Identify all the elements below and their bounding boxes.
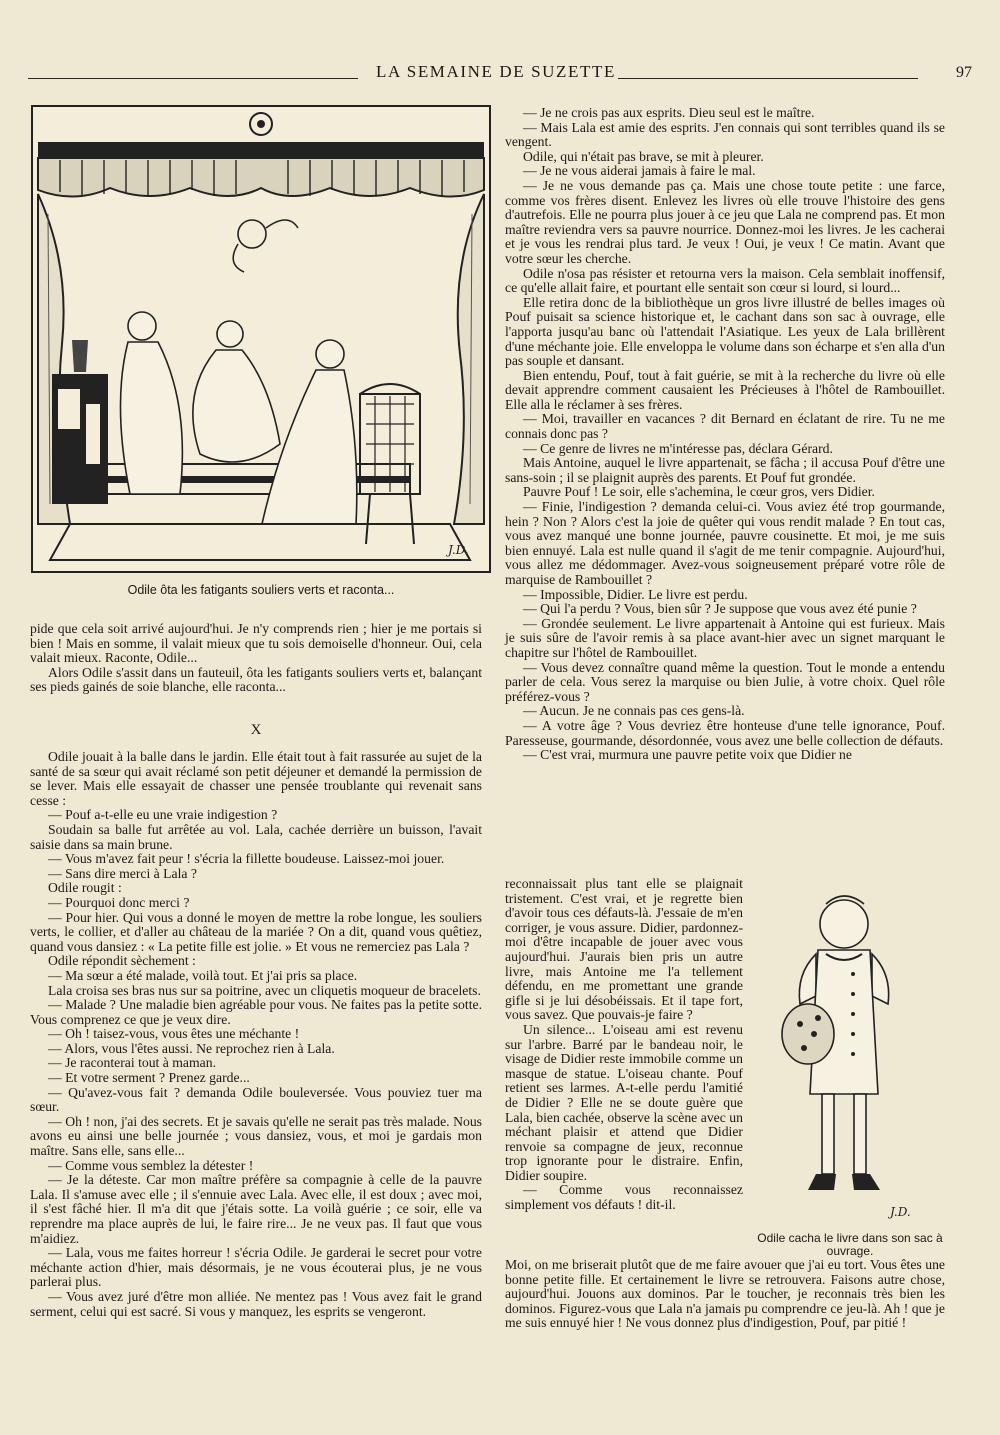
paragraph: Un silence... L'oiseau ami est revenu sur l'arbre. Barré par le bandeau noir, le visage de Didier reste immobile comme un masque de statue. L'oiseau chante. Pouf retient ses larmes. A-t-elle perdu l'amitié de Didier ? Elle ne se doute guère que Lala, bien cachée, observe la scène avec un méchant plaisir et attend que Didier renvoie sa compagne de jeux, reconnue trop ignorante pour le distraire. Enfin, Didier soupire. <box>505 1021 743 1183</box>
right-column-top <box>505 106 945 763</box>
paragraph: — Vous m'avez fait peur ! s'écria la fillette boudeuse. Laissez-moi jouer. <box>48 851 445 867</box>
paragraph: — Pourquoi donc merci ? <box>48 894 190 910</box>
paragraph: Elle retira donc de la bibliothèque un gros livre illustré de belles images où Pouf puisait sa science historique et, le cachant dans son sac à ouvrage, elle l'apporta jusqu'au banc où l'attendait l'Asiatique. Les yeux de Lala brillèrent d'une méchante joie. Elle enveloppa le volume dans son écharpe et s'en alla d'un pas souple et dansant. <box>505 294 945 369</box>
svg-text:J.D.: J.D. <box>890 1205 911 1219</box>
paragraph: — A votre âge ? Vous devriez être honteuse d'une telle ignorance, Pouf. Paresseuse, gourmande, désordonnée, vous avez une belle collection de défauts. <box>505 717 945 748</box>
paragraph: Moi, on me briserait plutôt que de me faire avouer que j'ai eu tort. Vous êtes une bonne petite fille. Et certainement le livre se retrouvera. Faisons autre chose, aujourd'hui. Jouons aux dominos. Par le toucher, je reconnais très bien les dominos. Figurez-vous que Lala n'a jamais pu comprendre ce jeu-là. Ah ! que je me suis ennuyé hier ! Ne vous donnez plus d'indigestion, Pouf, par pitié ! <box>505 1257 945 1331</box>
paragraph: Odile rougit : <box>48 880 122 896</box>
bedroom-scene-illustration <box>30 104 492 574</box>
left-column-main <box>30 750 482 1319</box>
paragraph: — Ma sœur a été malade, voilà tout. Et j'ai pris sa place. <box>48 967 358 983</box>
paragraph: pide que cela soit arrivé aujourd'hui. Je n'y comprends rien ; hier je me portais si bien ! Mais en somme, il valait mieux que tu sois demoiselle d'honneur. Oui, cela valait mieux. Raconte, Odile... <box>30 621 482 666</box>
paragraph: Mais Antoine, auquel le livre appartenait, se fâcha ; il accusa Pouf d'être une sans-soin ; il se plaignit auprès des parents. Et Pouf fut grondée. <box>505 455 945 485</box>
paragraph: — Je ne vous demande pas ça. Mais une chose toute petite : une farce, comme vos frères disent. Enlevez les livres où elle trouve l'histoire des gens d'autrefois. Elle ne pourra plus jouer à ce jeu que Lala ne comprend pas. Et mon maître reviendra vers sa pauvre nourrice. Donnez-moi les livres. Je les cacherai et je vous les rendrai plus tard. Je veux ! Oui, je veux ! Ce matin. Avant que votre sœur les cherche. <box>505 177 945 266</box>
paragraph: — Ce genre de livres ne m'intéresse pas, déclara Gérard. <box>523 440 833 456</box>
paragraph: — Finie, l'indigestion ? demanda celui-ci. Vous aviez été trop gourmande, hein ? Non ? Alors c'est la joie de quêter qui vous rendit malade ? En tout cas, vous avez manqué une bonne journée, pauvre cousinette. Et moi, je me suis bien ennuyé. Lala est nulle quand il s'agit de me tenir compagnie. Aujourd'hui, vous allez me dédommager. Avez-vous soigneusement préparé votre rôle de marquise de Rambouillet ? <box>505 499 945 587</box>
paragraph: Odile n'osa pas résister et retourna vers la maison. Cela semblait inoffensif, ce qu'elle allait faire, et pourtant elle sentait son cœur si lourd, si lourd... <box>505 265 945 296</box>
paragraph: — Pouf a-t-elle eu une vraie indigestion ? <box>48 807 278 823</box>
paragraph: Soudain sa balle fut arrêtée au vol. Lala, cachée derrière un buisson, l'avait saisie dans sa main brune. <box>30 821 482 852</box>
paragraph: — Qu'avez-vous fait ? demanda Odile bouleversée. Vous pouviez tuer ma sœur. <box>30 1084 482 1115</box>
paragraph: — Malade ? Une maladie bien agréable pour vous. Ne faites pas la petite sotte. Vous comprenez ce que je veux dire. <box>30 997 482 1027</box>
paragraph: — Je ne crois pas aux esprits. Dieu seul est le maître. <box>523 105 815 120</box>
paragraph: Odile jouait à la balle dans le jardin. Elle était tout à fait rassurée au sujet de la santé de sa sœur qui avait réclamé son petit déjeuner et demandé la permission de se lever. Mais elle essayait de chasser une pensée troublante qui revenait sans cesse : <box>30 749 482 808</box>
paragraph: Odile répondit sèchement : <box>48 953 196 969</box>
top-figure-caption: Odile ôta les fatigants souliers verts et raconta... <box>127 583 395 597</box>
paragraph: — Grondée seulement. Le livre appartenait à Antoine qui est furieux. Mais je suis sûre de l'avoir remis à sa place avant-hier avec un signet marquant le chapitre sur l'hôtel de Rambouillet. <box>505 615 945 660</box>
paragraph: — Sans dire merci à Lala ? <box>48 865 197 881</box>
paragraph: — Alors, vous l'êtes aussi. Ne reprochez rien à Lala. <box>48 1040 335 1056</box>
paragraph: — C'est vrai, murmura une pauvre petite voix que Didier ne <box>523 747 852 763</box>
header-rule-right <box>618 78 918 79</box>
paragraph: reconnaissait plus tant elle se plaignait tristement. C'est vrai, et je regrette bien d'avoir tous ces défauts-là. J'essaie de m'en corriger, je vous assure. Didier, pardonnez-moi d'être incapable de jouer avec vous aujourd'hui. J'aurais bien pris un autre livre, mais Antoine me l'a tellement défendu, en me promettant une grande gifle si je lui désobéissais. Et il tape fort, vous savez. Que pouvais-je faire ? <box>505 876 743 1023</box>
paragraph: — Moi, travailler en vacances ? dit Bernard en éclatant de rire. Tu ne me connais donc pas ? <box>505 411 945 442</box>
chapter-number: X <box>250 722 262 738</box>
paragraph: — Mais Lala est amie des esprits. J'en connais qui sont terribles quand ils se vengent. <box>505 119 945 150</box>
paragraph: — Oh ! non, j'ai des secrets. Et je savais qu'elle ne serait pas très malade. Nous avons eu ainsi une belle journée ; vous dansiez, vous, et moi je gardais mon maître. Sans elle, sans elle... <box>30 1113 482 1159</box>
paragraph: — Lala, vous me faites horreur ! s'écria Odile. Je garderai le secret pour votre méchante action d'hier, mais désormais, je ne vous écouterai plus, je ne vous parlerai plus. <box>30 1245 482 1290</box>
paragraph: — Qui l'a perdu ? Vous, bien sûr ? Je suppose que vous avez été punie ? <box>523 601 917 617</box>
page-number: 97 <box>956 64 972 81</box>
right-column-beside-figure <box>505 877 743 1213</box>
paragraph: — Je ne vous aiderai jamais à faire le mal. <box>523 163 756 179</box>
paragraph: Alors Odile s'assit dans un fauteuil, ôta les fatigants souliers verts et, balançant ses pieds gainés de soie blanche, elle raconta... <box>30 664 482 695</box>
paragraph: — Impossible, Didier. Le livre est perdu. <box>523 586 748 602</box>
paragraph: — Oh ! taisez-vous, vous êtes une méchante ! <box>48 1026 300 1042</box>
girl-with-bag-illustration <box>756 884 946 1226</box>
header-rule-left <box>28 78 358 79</box>
page-header <box>28 62 972 92</box>
paragraph: Odile, qui n'était pas brave, se mit à pleurer. <box>523 148 764 164</box>
paragraph: — Je raconterai tout à maman. <box>48 1055 216 1071</box>
paragraph: — Comme vous reconnaissez simplement vos défauts ! dit-il. <box>505 1182 743 1213</box>
paragraph: Pauvre Pouf ! Le soir, elle s'achemina, le cœur gros, vers Didier. <box>523 484 875 500</box>
paragraph: — Pour hier. Qui vous a donné le moyen de mettre la robe longue, les souliers verts, le collier, et d'aller au château de la mariée ? On a dit, quand vous quêtiez, quand vous dansiez : « La petite fille est jolie. » Et vous ne remerciez pas Lala ? <box>30 909 482 954</box>
svg-text:J.D.: J.D. <box>448 543 469 557</box>
paragraph: — Vous devez connaître quand même la question. Tout le monde a entendu parler de cela. Vous serez la marquise ou bien Julie, à votre choix. Quel rôle préférez-vous ? <box>505 659 945 704</box>
left-column-intro <box>30 622 482 695</box>
paragraph: — Vous avez juré d'être mon alliée. Ne mentez pas ! Vous avez fait le grand serment, celui qui est sacré. Si vous y manquez, les esprits se vengeront. <box>30 1288 482 1319</box>
paragraph: Bien entendu, Pouf, tout à fait guérie, se mit à la recherche du livre où elle devait apprendre comment causaient les Précieuses à l'hôtel de Rambouillet. Elle alla le réclamer à ses frères. <box>505 367 945 412</box>
paragraph: — Comme vous semblez la détester ! <box>48 1157 254 1173</box>
paragraph: — Et votre serment ? Prenez garde... <box>48 1070 250 1086</box>
right-column-bottom <box>505 1258 945 1331</box>
paragraph: Lala croisa ses bras nus sur sa poitrine, avec un cliquetis moqueur de bracelets. <box>48 982 481 998</box>
magazine-title: LA SEMAINE DE SUZETTE <box>376 62 616 81</box>
right-figure-caption: Odile cacha le livre dans son sac à ouvrage. <box>757 1231 943 1258</box>
paragraph: — Je la déteste. Car mon maître préfère sa compagnie à celle de la pauvre Lala. Il s'amuse avec elle ; il s'ennuie avec Lala. Avec elle, il est doux ; avec moi, il s'est fâché hier. Il m'a dit que j'étais sotte. La voilà guérie ; ce soir, elle va reprendre ma place auprès de lui, le faire rire... Je ne veux pas. Il faut que vous m'aidiez. <box>30 1172 482 1246</box>
paragraph: — Aucun. Je ne connais pas ces gens-là. <box>523 703 745 719</box>
